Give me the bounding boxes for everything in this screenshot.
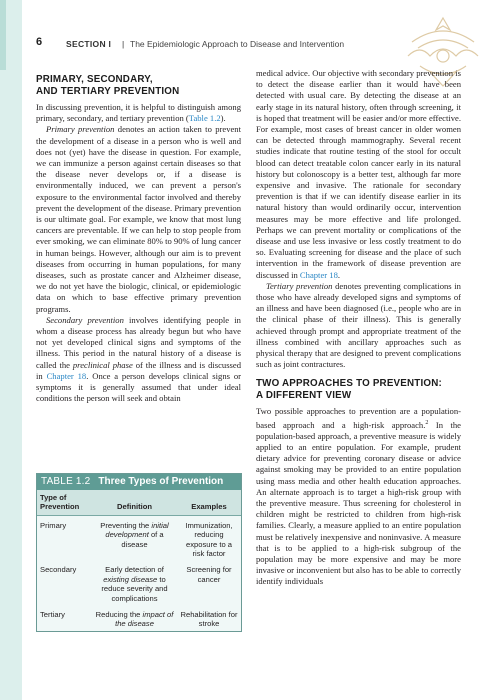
chapter-18-link[interactable]: Chapter 18 xyxy=(46,370,87,381)
table-title: Three Types of Prevention xyxy=(98,476,224,487)
cell-type: Tertiary xyxy=(40,610,65,620)
table-row xyxy=(37,605,241,631)
def-text: Early detection of xyxy=(105,565,164,575)
prevention-table xyxy=(37,490,241,631)
section-label: SECTION I xyxy=(66,39,112,49)
approaches-text-b: In the population-based approach, a preventive measure is widely applied to an entire population. For example, prudent dietary advice for preventing coronary disease or advice against smoking may be provided to an entire population using mass media and other health education approaches. An alternate approach is to target a high-risk group with the preventive measure. Thus screening for cholesterol in children might be restricted to children from high-risk families. Clearly, a measure applied to an entire population must be relatively inexpensive and noninvasive. A measure that is to be applied to a high-risk subgroup of the population may be more expensive and may be more invasive or inconvenient but also has to be able to correctly identify individuals xyxy=(256,419,461,587)
table-caption xyxy=(37,474,241,490)
def-text-end: of a disease xyxy=(121,530,164,549)
heading-line-2: AND TERTIARY PREVENTION xyxy=(36,86,180,97)
paragraph-secondary xyxy=(36,315,241,405)
cell-definition xyxy=(92,560,177,605)
paragraph-tertiary xyxy=(256,281,461,371)
page-number: 6 xyxy=(36,36,43,48)
def-text: Reducing the xyxy=(95,610,143,620)
term-primary: Primary prevention xyxy=(46,124,115,135)
table-row xyxy=(37,515,241,560)
cell-definition xyxy=(92,605,177,631)
section-heading-two-approaches xyxy=(256,378,461,402)
left-column xyxy=(36,74,241,404)
def-emphasis: existing disease xyxy=(103,574,158,584)
table-header-row xyxy=(37,490,241,515)
cell-type: Primary xyxy=(40,520,67,530)
cell-example: Immunization, reducing exposure to a risk factor xyxy=(185,520,233,559)
secondary-continued-end: . xyxy=(337,269,341,280)
term-tertiary: Tertiary prevention xyxy=(266,280,333,291)
table-three-types-prevention xyxy=(36,473,242,632)
def-text-end: to reduce severity and complications xyxy=(101,574,168,603)
chapter-18-link[interactable]: Chapter 18 xyxy=(299,269,338,280)
table-number: TABLE 1.2 xyxy=(41,476,91,487)
cell-type: Secondary xyxy=(40,565,77,575)
header-separator: | xyxy=(122,39,125,49)
table-1-2-link[interactable]: Table 1.2 xyxy=(188,113,221,124)
primary-text: denotes an action taken to prevent the development of a disease in a person who is well and does not (yet) have the disease in question. For example, we can immunize a person against certain diseases so that the disease never develops or, if a disease is environmentally induced, we can prevent a person's exposure to the environmental factor involved and thereby prevent the development of the disease. Primary prevention is our ultimate goal. For example, we know that most lung cancers are preventable. If we can help to stop people from ever smoking, we can eliminate 80% to 90% of lung cancer in human beings. However, although our aim is to prevent diseases from occurring in human populations, for many diseases, such as prostate cancer and Alzheimer disease, we do not yet have the biologic, clinical, or epidemiologic data on which to base effective primary prevention programs. xyxy=(36,124,241,314)
paragraph-intro xyxy=(36,102,241,124)
cell-definition xyxy=(92,515,177,560)
secondary-text-c: . Once a person develops clinical signs or symptoms it is generally assumed that under ideal conditions the person will seek and obtain xyxy=(36,370,241,404)
citation-superscript: 2 xyxy=(425,419,429,426)
def-emphasis: initial development xyxy=(105,520,169,540)
running-header xyxy=(36,38,460,52)
def-emphasis: impact of the disease xyxy=(115,610,174,629)
section-heading-prevention xyxy=(36,74,241,98)
intro-text: In discussing prevention, it is helpful to distinguish among primary, secondary, and tertiary prevention ( xyxy=(36,102,241,124)
heading-line-1: PRIMARY, SECONDARY, xyxy=(36,74,153,85)
cell-example: Rehabilitation for stroke xyxy=(180,610,238,629)
paragraph-two-approaches xyxy=(256,406,461,587)
tertiary-text: denotes preventing complications in those who have already developed signs and symptoms of an illness and have been diagnosed (i.e., people who are in the clinical phase of their illness). This is generally achieved through prompt and appropriate treatment of the illness combined with ancillary approaches such as physical therapy that are designed to prevent complications such as joint contractures. xyxy=(256,280,461,370)
secondary-text-a: involves identifying people in whom a disease process has already begun but who have not yet developed clinical signs and symptoms of the illness. This period in the natural history of a disease is called the xyxy=(36,314,241,370)
page-edge-accent xyxy=(0,0,6,70)
page-edge-band xyxy=(0,0,22,700)
col-header-definition: Definition xyxy=(92,490,177,515)
col-header-examples: Examples xyxy=(177,490,241,515)
approaches-text-a: Two possible approaches to prevention are a population-based approach and a high-risk approach. xyxy=(256,406,461,430)
term-preclinical: preclinical phase xyxy=(72,359,133,370)
secondary-text-b: of the illness and is discussed in xyxy=(36,359,242,381)
cell-example: Screening for cancer xyxy=(186,565,232,584)
paragraph-secondary-continued xyxy=(256,68,461,281)
right-column xyxy=(256,68,461,588)
heading-line-1: TWO APPROACHES TO PREVENTION: xyxy=(256,378,442,390)
secondary-continued-text: medical advice. Our objective with secondary prevention is to detect the disease earlier than it would have been detected with usual care. By detecting the disease at an early stage in its natural history, often through screening, it is hoped that treatment will be easier and/or more effective. For example, most cases of breast cancer in older women can be detected through mammography. Several recent studies indicate that routine testing of the stool for occult blood can detect treatable colon cancer early in its natural history but colonoscopy is a better test, although far more expensive and invasive. The rationale for secondary prevention is that if we can identify disease earlier in its natural history than would ordinarily occur, intervention measures may be more effective and life prolonged. Perhaps we can prevent mortality or complications of the disease and use less invasive or less costly treatment to do so. Evaluating screening for disease and the place of such intervention in the framework of disease prevention are discussed in xyxy=(256,68,461,280)
heading-line-2: A DIFFERENT VIEW xyxy=(256,390,352,402)
section-title: The Epidemiologic Approach to Disease and Intervention xyxy=(130,39,345,49)
term-secondary: Secondary prevention xyxy=(46,314,124,325)
table-row xyxy=(37,560,241,605)
col-header-type: Type of Prevention xyxy=(37,490,92,515)
def-text: Preventing the xyxy=(100,520,152,530)
paragraph-primary xyxy=(36,124,241,314)
intro-end: ). xyxy=(220,113,226,124)
